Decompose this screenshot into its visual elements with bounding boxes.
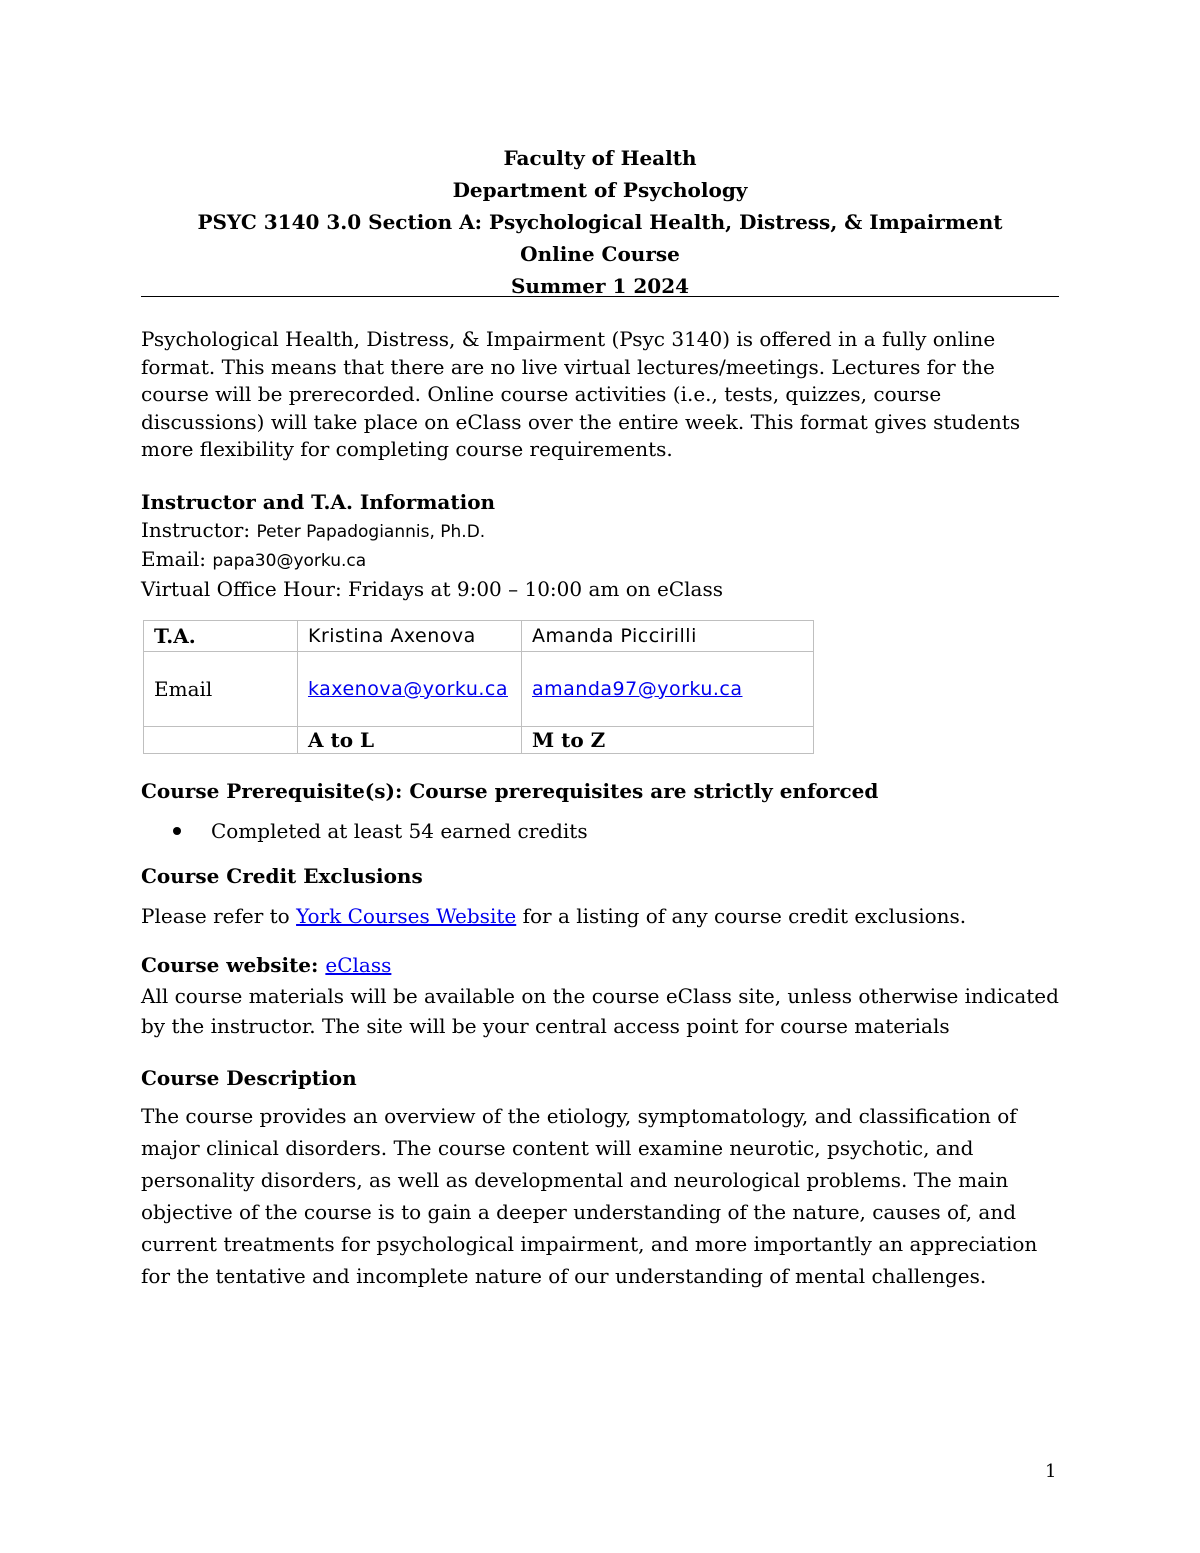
course-format: Online Course xyxy=(520,242,680,266)
instructor-section xyxy=(141,489,1059,603)
instructor-heading: Instructor and T.A. Information xyxy=(141,490,496,514)
list-item xyxy=(173,817,1059,845)
description-paragraph: The course provides an overview of the etiology, symptomatology, and classification of major clinical disorders. The course content will examine neurotic, psychotic, and personality disorders, as well as developmental and neurological problems. The main objective of the course is to gain a deeper understanding of the nature, causes of, and current treatments for psychological impairment, and more importantly an appreciation for the tentative and incomplete nature of our understanding of mental challenges. xyxy=(141,1104,1038,1288)
empty-cell xyxy=(144,727,298,754)
ta-range-2: M to Z xyxy=(522,727,814,754)
exclusions-text-after: for a listing of any course credit exclusions. xyxy=(516,904,967,928)
exclusions-text-before: Please refer to xyxy=(141,904,297,928)
intro-paragraph: Psychological Health, Distress, & Impairment (Psyc 3140) is offered in a fully online format. This means that there are no live virtual lectures/meetings. Lectures for the course will be prerecorded. Online course activities (i.e., tests, quizzes, course discussions) will take place on eClass over the entire week. This format gives students more flexibility for completing course requirements. xyxy=(141,327,1021,461)
ta-name-1: Kristina Axenova xyxy=(298,621,522,652)
instructor-line xyxy=(141,517,1059,547)
ta-header-cell: T.A. xyxy=(144,621,298,652)
exclusions-section xyxy=(141,862,1059,930)
instructor-email: papa30@yorku.ca xyxy=(212,551,367,571)
course-title: PSYC 3140 3.0 Section A: Psychological Health, Distress, & Impairment xyxy=(197,210,1003,234)
department-title: Department of Psychology xyxy=(452,178,748,202)
exclusions-paragraph xyxy=(141,902,1059,930)
exclusions-heading: Course Credit Exclusions xyxy=(141,864,423,888)
eclass-link[interactable]: eClass xyxy=(325,953,392,977)
ta-email-link-1[interactable]: kaxenova@yorku.ca xyxy=(308,677,508,700)
table-row xyxy=(144,727,814,754)
ta-range-1: A to L xyxy=(298,727,522,754)
instructor-name: Peter Papadogiannis, Ph.D. xyxy=(256,521,486,542)
course-term: Summer 1 2024 xyxy=(510,274,690,298)
website-paragraph: All course materials will be available on the course eClass site, unless otherwise indicated by the instructor. The site will be your central access point for course materials xyxy=(141,983,1059,1038)
ta-email-cell-1 xyxy=(298,652,522,727)
prerequisites-heading: Course Prerequisite(s): Course prerequisites are strictly enforced xyxy=(141,779,879,803)
ta-email-cell-2 xyxy=(522,652,814,727)
bullet-icon xyxy=(173,827,181,835)
york-courses-link[interactable]: York Courses Website xyxy=(296,904,517,928)
table-row xyxy=(144,652,814,727)
page-number: 1 xyxy=(1045,1461,1057,1482)
table-row xyxy=(144,621,814,652)
description-heading: Course Description xyxy=(141,1066,357,1090)
document-header xyxy=(141,142,1059,302)
header-divider xyxy=(141,296,1059,297)
ta-email-link-2[interactable]: amanda97@yorku.ca xyxy=(532,677,743,700)
ta-name-2: Amanda Piccirilli xyxy=(522,621,814,652)
prerequisites-section xyxy=(141,777,1059,845)
ta-table xyxy=(143,620,814,754)
email-label-cell: Email xyxy=(144,652,298,727)
website-heading: Course website: xyxy=(141,953,326,977)
website-section xyxy=(141,950,1059,1042)
prerequisites-list xyxy=(141,817,1059,845)
instructor-email-line xyxy=(141,546,1059,576)
instructor-email-label: Email: xyxy=(141,547,213,571)
office-hour: Virtual Office Hour: Fridays at 9:00 – 10:00 am on eClass xyxy=(141,576,723,601)
prerequisite-text: Completed at least 54 earned credits xyxy=(211,819,588,843)
website-heading-line xyxy=(141,950,1059,981)
description-section xyxy=(141,1062,1059,1292)
faculty-title: Faculty of Health xyxy=(503,146,697,170)
instructor-label: Instructor: xyxy=(141,517,257,542)
